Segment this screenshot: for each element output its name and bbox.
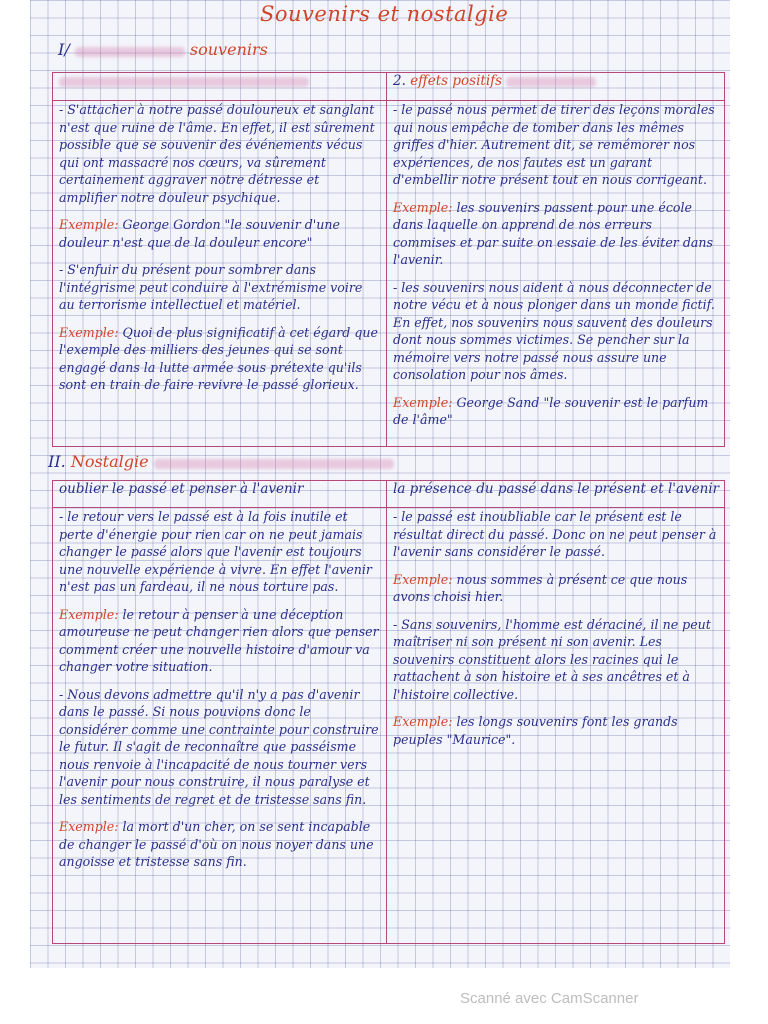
paragraph-text: la mort d'un cher, on se sent incapable de changer le passé d'où on nous noyer dans une angoisse et tristesse sans fin. [59, 819, 374, 869]
argument-paragraph [59, 261, 380, 314]
redacted-mark [75, 47, 185, 57]
example-paragraph [393, 394, 718, 429]
argument-paragraph [393, 101, 718, 189]
paragraph-text: - Nous devons admettre qu'il n'y a pas d'avenir dans le passé. Si nous pouvions donc le considérer comme une contrainte pour construire le futur. Il s'agit de reconnaître que passéisme nous renvoie à l'incapacité de nous tourner vers l'avenir pour nous construire, il nous paralyse et les sentiments de regret et de tristesse sans fin. [59, 686, 379, 807]
argument-paragraph [393, 279, 718, 384]
paragraph-text: - le passé est inoubliable car le présent est le résultat direct du passé. Donc on ne peut penser à l'avenir sans considérer le passé. [393, 509, 717, 559]
paragraph-text: George Gordon "le souvenir d'une douleur n'est que de la douleur encore" [59, 217, 340, 250]
example-paragraph [59, 324, 380, 394]
paragraph-text: - le retour vers le passé est à la fois inutile et perte d'énergie pour rien car on ne peut jamais changer le passé alors que l'avenir est toujours une nouvelle expérience à vivre. En effet l'avenir n'est pas un fardeau, il ne nous torture pas. [59, 509, 372, 594]
redacted-mark [154, 459, 394, 469]
section-1-table [52, 72, 725, 447]
paragraph-text: - les souvenirs nous aident à nous déconnecter de notre vécu et à nous plonger dans un monde fictif. En effet, nos souvenirs nous sauvent des douleurs dont nous sommes victimes. Se pencher sur la mémoire vers notre passé nous assure une consolation pour nos âmes. [393, 279, 715, 382]
section-1-right-cell [387, 101, 725, 447]
paragraph-text: les longs souvenirs font les grands peuples "Maurice". [393, 714, 678, 747]
example-label: Exemple: [393, 199, 453, 215]
example-paragraph [59, 818, 380, 871]
paragraph-text: - Sans souvenirs, l'homme est déraciné, il ne peut maîtriser ni son présent ni son avenir. Les souvenirs constituent alors les racines qui le rattachent à son histoire et à ses ancêtres et à l'histoire collective. [393, 616, 711, 702]
argument-paragraph [59, 508, 380, 596]
section-1-title: souvenirs [189, 40, 268, 59]
paragraph-text: les souvenirs passent pour une école dans laquelle on apprend de nos erreurs commises et par suite on essaie de les éviter dans l'avenir. [393, 199, 713, 267]
paragraph-text: - S'enfuir du présent pour sombrer dans l'intégrisme peut conduire à l'extrémisme voire au terrorisme intellectuel et matériel. [59, 262, 363, 312]
section-1-right-header: 2. effets positifs [387, 73, 725, 101]
section-1-numeral: I/ [58, 40, 70, 59]
section-1-left-cell [53, 101, 387, 447]
page-title: Souvenirs et nostalgie [260, 2, 509, 26]
example-label: Exemple: [59, 324, 119, 340]
section-2-table [52, 480, 725, 944]
example-paragraph [393, 571, 718, 606]
argument-paragraph [59, 101, 380, 206]
section-2-left-header: oublier le passé et penser à l'avenir [53, 481, 387, 508]
paragraph-text: - S'attacher à notre passé douloureux et sanglant n'est que ruine de l'âme. En effet, il est sûrement possible que se souvenir des événements vécus qui ont massacré nos cœurs, va sûrement certainement aggraver notre détresse et amplifier notre douleur psychique. [59, 102, 375, 205]
redacted-mark [506, 77, 596, 87]
section-2-numeral: II. [48, 452, 66, 471]
example-paragraph [59, 606, 380, 676]
example-label: Exemple: [393, 571, 453, 587]
argument-paragraph [393, 616, 718, 704]
example-label: Exemple: [59, 819, 119, 834]
paragraph-text: George Sand "le souvenir est le parfum de l'âme" [393, 394, 709, 427]
redacted-mark [59, 77, 309, 87]
section-2-heading [48, 452, 394, 471]
section-2-title: Nostalgie [70, 452, 149, 471]
example-paragraph [59, 216, 380, 251]
example-label: Exemple: [59, 217, 119, 232]
argument-paragraph [59, 686, 380, 809]
example-paragraph [393, 713, 718, 748]
example-label: Exemple: [393, 714, 453, 729]
section-1-left-header [53, 73, 387, 101]
paragraph-text: nous sommes à présent ce que nous avons choisi hier. [393, 571, 688, 604]
paragraph-text: - le passé nous permet de tirer des leçons morales qui nous empêche de tomber dans les mêmes griffes d'hier. Autrement dit, se remémorer nos expériences, de nos fautes est un garant d'embellir notre présent tout en nous corrigeant. [393, 102, 715, 187]
section-1-heading [58, 40, 268, 59]
section-2-right-cell [387, 508, 725, 944]
example-paragraph [393, 199, 718, 269]
example-label: Exemple: [393, 394, 453, 410]
example-label: Exemple: [59, 606, 119, 622]
camscanner-watermark: Scanné avec CamScanner [460, 990, 639, 1007]
section-2-left-cell [53, 508, 387, 944]
paragraph-text: le retour à penser à une déception amoureuse ne peut changer rien alors que penser comment créer une nouvelle histoire d'amour va changer votre situation. [59, 606, 379, 674]
paragraph-text: Quoi de plus significatif à cet égard que l'exemple des milliers des jeunes qui se sont engagé dans la lutte armée sous prétexte qu'ils sont en train de faire revivre le passé glorieux. [59, 324, 378, 392]
argument-paragraph [393, 508, 718, 561]
section-2-right-header: la présence du passé dans le présent et l'avenir [387, 481, 725, 508]
